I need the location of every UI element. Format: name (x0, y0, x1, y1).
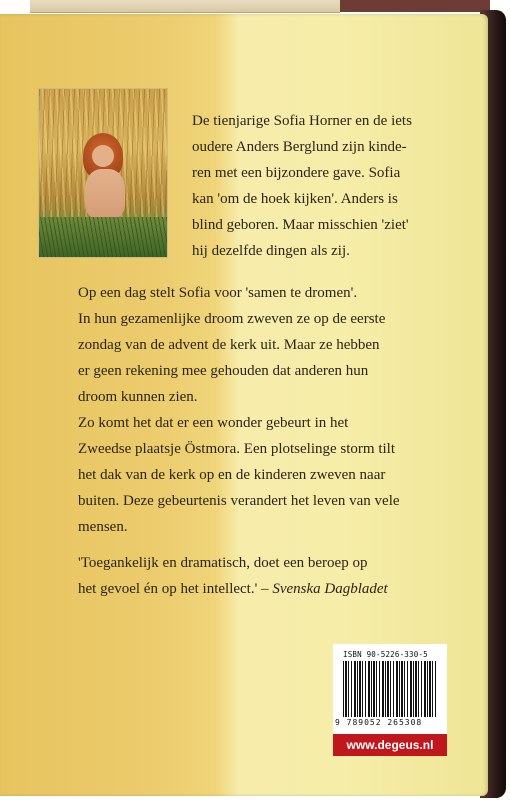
intro-line: De tienjarige Sofia Horner en de iets (192, 113, 412, 129)
photo-girl-body (85, 169, 125, 219)
photo-grass (39, 217, 167, 257)
blurb-line: buiten. Deze gebeurtenis verandert het leven van vele (78, 493, 400, 509)
cover-photo (38, 88, 168, 258)
quote-line: 'Toegankelijk en dramatisch, doet een beroep op (78, 555, 368, 571)
blurb-line: In hun gezamenlijke droom zweven ze op de eerste (78, 311, 386, 327)
barcode-number: 9 789052 265308 (335, 718, 423, 727)
blurb-paragraph (78, 280, 400, 540)
publisher-website: www.degeus.nl (333, 734, 447, 756)
blurb-line: er geen rekening mee gehouden dat anderen hun (78, 363, 369, 379)
quote-text: het gevoel én op het intellect.' – (78, 581, 273, 597)
isbn-label: ISBN 90-5226-330-5 (343, 650, 428, 659)
intro-line: blind geboren. Maar misschien 'ziet' (192, 217, 409, 233)
intro-line: oudere Anders Berglund zijn kinde- (192, 139, 407, 155)
quote-line-with-source (78, 576, 388, 602)
blurb-line: mensen. (78, 519, 128, 535)
blurb-line: zondag van de advent de kerk uit. Maar ze hebben (78, 337, 380, 353)
intro-line: kan 'om de hoek kijken'. Anders is (192, 191, 398, 207)
intro-line: ren met een bijzondere gave. Sofia (192, 165, 401, 181)
quote-source: Svenska Dagbladet (272, 581, 388, 597)
blurb-line: Zo komt het dat er een wonder gebeurt in het (78, 415, 349, 431)
blurb-line: Op een dag stelt Sofia voor 'samen te dromen'. (78, 285, 358, 301)
barcode-panel (333, 644, 447, 734)
blurb-line: Zweedse plaatsje Östmora. Een plotselinge storm tilt (78, 441, 396, 457)
review-quote (78, 550, 388, 602)
intro-paragraph (192, 108, 412, 264)
barcode-icon (343, 661, 437, 717)
blurb-line: het dak van de kerk op en de kinderen zweven naar (78, 467, 386, 483)
book-top-spine (340, 0, 490, 12)
photo-girl-face (92, 145, 114, 167)
book-page-edge (30, 0, 340, 13)
blurb-line: droom kunnen zien. (78, 389, 198, 405)
intro-line: hij dezelfde dingen als zij. (192, 243, 350, 259)
